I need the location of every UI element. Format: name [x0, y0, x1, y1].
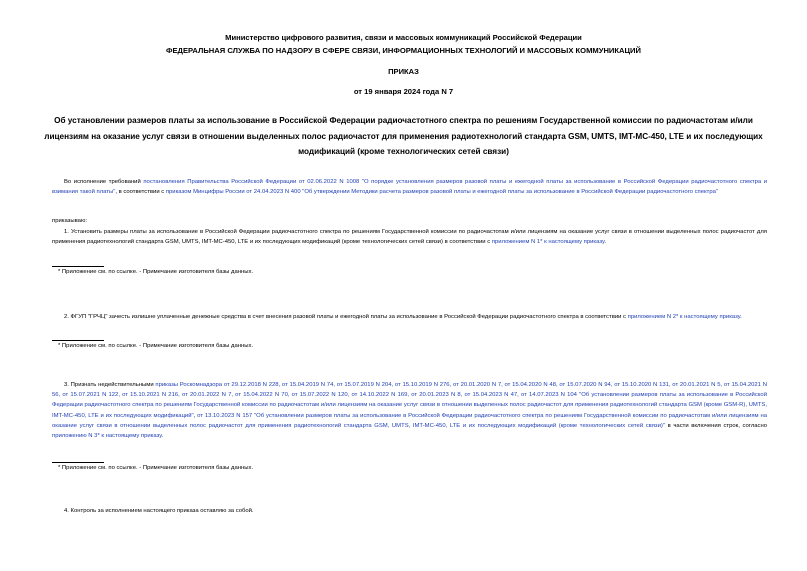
item-3-paragraph [52, 380, 767, 441]
appendix-1-link[interactable]: приложением N 1* к настоящему приказу [491, 239, 605, 246]
item-4-paragraph: 4. Контроль за исполнением настоящего приказа оставляю за собой. [64, 508, 254, 514]
item-1-text: 1. Установить размеры платы за использование в Российской Федерации радиочастотного спектра по решениям Государственной комиссии по радиочастотам и/или лицензиям на оказание услуг связи в отношении выделенных полос радиочастот для применения радиотехнологий стандарта GSM, UMTS, IMT-MC-450, LTE и их последующих модификаций (кроме технологических сетей связи) в соответствии с [52, 229, 767, 246]
item-1-end: . [604, 239, 606, 246]
footnote-divider-1 [52, 266, 104, 267]
footnote-1: * Приложение см. по ссылке. - Примечание изготовителя базы данных. [58, 269, 254, 275]
preamble-text-1: Во исполнение требований [64, 179, 144, 185]
doc-date: от 19 января 2024 года N 7 [353, 87, 454, 96]
footnote-divider-3 [52, 462, 104, 463]
item-1-paragraph [52, 227, 767, 247]
item-2-end: . [740, 314, 742, 320]
roskomnadzor-orders-link[interactable]: приказы Роскомнадзора от 29.12.2018 N 228, от 15.04.2019 N 74, от 15.07.2019 N 204, от 15.10.2019 N 276, от 20.01.2020 N 7, от 15.04.2020 N 48, от 15.07.2020 N 94, от 15.10.2020 N 131, от 20.01.2021 N 5, от 15.04.2021 N 56, от 15.07.2021 N 122, от 15.10.2021 N 216, от 20.01.2022 N 7, от 15.04.2022 N 70, от 15.07.2022 N 120, от 14.10.2022 N 169, от 20.01.2023 N 8, от 15.04.2023 N 47, от 14.07.2023 N 104 "Об установлении размеров платы за использование в Российской Федерации радиочастотного спектра по решениям Государственной комиссии по радиочастотам и/или лицензиям на оказание услуг связи в отношении выделенных полос радиочастот для применения радиотехнологий стандарта GSM (кроме GSM-R), UMTS, IMT-MC-450, LTE и их последующих модификаций" [52, 382, 767, 419]
item-3-end: . [161, 433, 164, 440]
footnote-3: * Приложение см. по ссылке. - Примечание изготовителя базы данных. [58, 465, 254, 471]
appendix-2-link[interactable]: приложением N 2* к настоящему приказу [627, 314, 741, 320]
ministry-name: Министерство цифрового развития, связи и массовых коммуникаций Российской Федерации [225, 33, 582, 42]
item-2-paragraph [52, 312, 767, 322]
appendix-3-link[interactable]: приложению N 3* к настоящему приказу [52, 433, 162, 440]
order-word: приказываю: [52, 218, 88, 224]
item-3-text-1: 3. Признать недействительными [64, 382, 156, 388]
item-2-text: 2. ФГУП "ГРЧЦ" зачесть излишне уплаченные денежные средства в счет внесения разовой платы и ежегодной платы за использование в Российской Федерации радиочастотного спектра в соответствии с [64, 314, 628, 320]
order-157-link[interactable]: от 13.10.2023 N 157 "Об установлении размеров платы за использование в Российской Федерации радиочастотного спектра по решениям Государственной комиссии по радиочастотам и/или лицензиям на оказание услуг связи в отношении выделенных полос радиочастот для применения радиотехнологий стандарта GSM, UMTS, IMT-MC-450, LTE и их последующих модификаций (кроме технологических сетей связи)" [52, 412, 767, 429]
doc-type: ПРИКАЗ [388, 67, 419, 76]
footnote-divider-2 [52, 340, 104, 341]
ministry-order-link[interactable]: приказом Минцифры России от 24.04.2023 N 400 "Об утверждении Методики расчета размеров разовой платы и ежегодной платы за использование в Российской Федерации радиочастотного спектра" [165, 189, 718, 196]
preamble-paragraph [52, 177, 767, 197]
footnote-2: * Приложение см. по ссылке. - Примечание изготовителя базы данных. [58, 343, 254, 349]
government-decree-link[interactable]: постановления Правительства Российской Федерации от 02.06.2022 N 1008 "О порядке установления размеров разовой платы и ежегодной платы за использование в Российской Федерации радиочастотного спектра и взимания такой платы" [52, 179, 768, 196]
document-title: Об установлении размеров платы за использование в Российской Федерации радиочастотного спектра по решениям Государственной комиссии по радиочастотам и/или лицензиям на оказание услуг связи в отношении выделенных полос радиочастот для применения радиотехнологий стандарта GSM, UMTS, IMT-MC-450, LTE и их последующих модификаций (кроме технологических сетей связи) [44, 116, 763, 156]
service-name: ФЕДЕРАЛЬНАЯ СЛУЖБА ПО НАДЗОРУ В СФЕРЕ СВЯЗИ, ИНФОРМАЦИОННЫХ ТЕХНОЛОГИЙ И МАССОВЫХ КОММУНИКАЦИЙ [166, 46, 641, 55]
preamble-text-2: , в соответствии с [115, 189, 166, 196]
item-3-text-3: в части включения строк, согласно [664, 422, 768, 429]
item-3-text-2: , [193, 412, 198, 419]
